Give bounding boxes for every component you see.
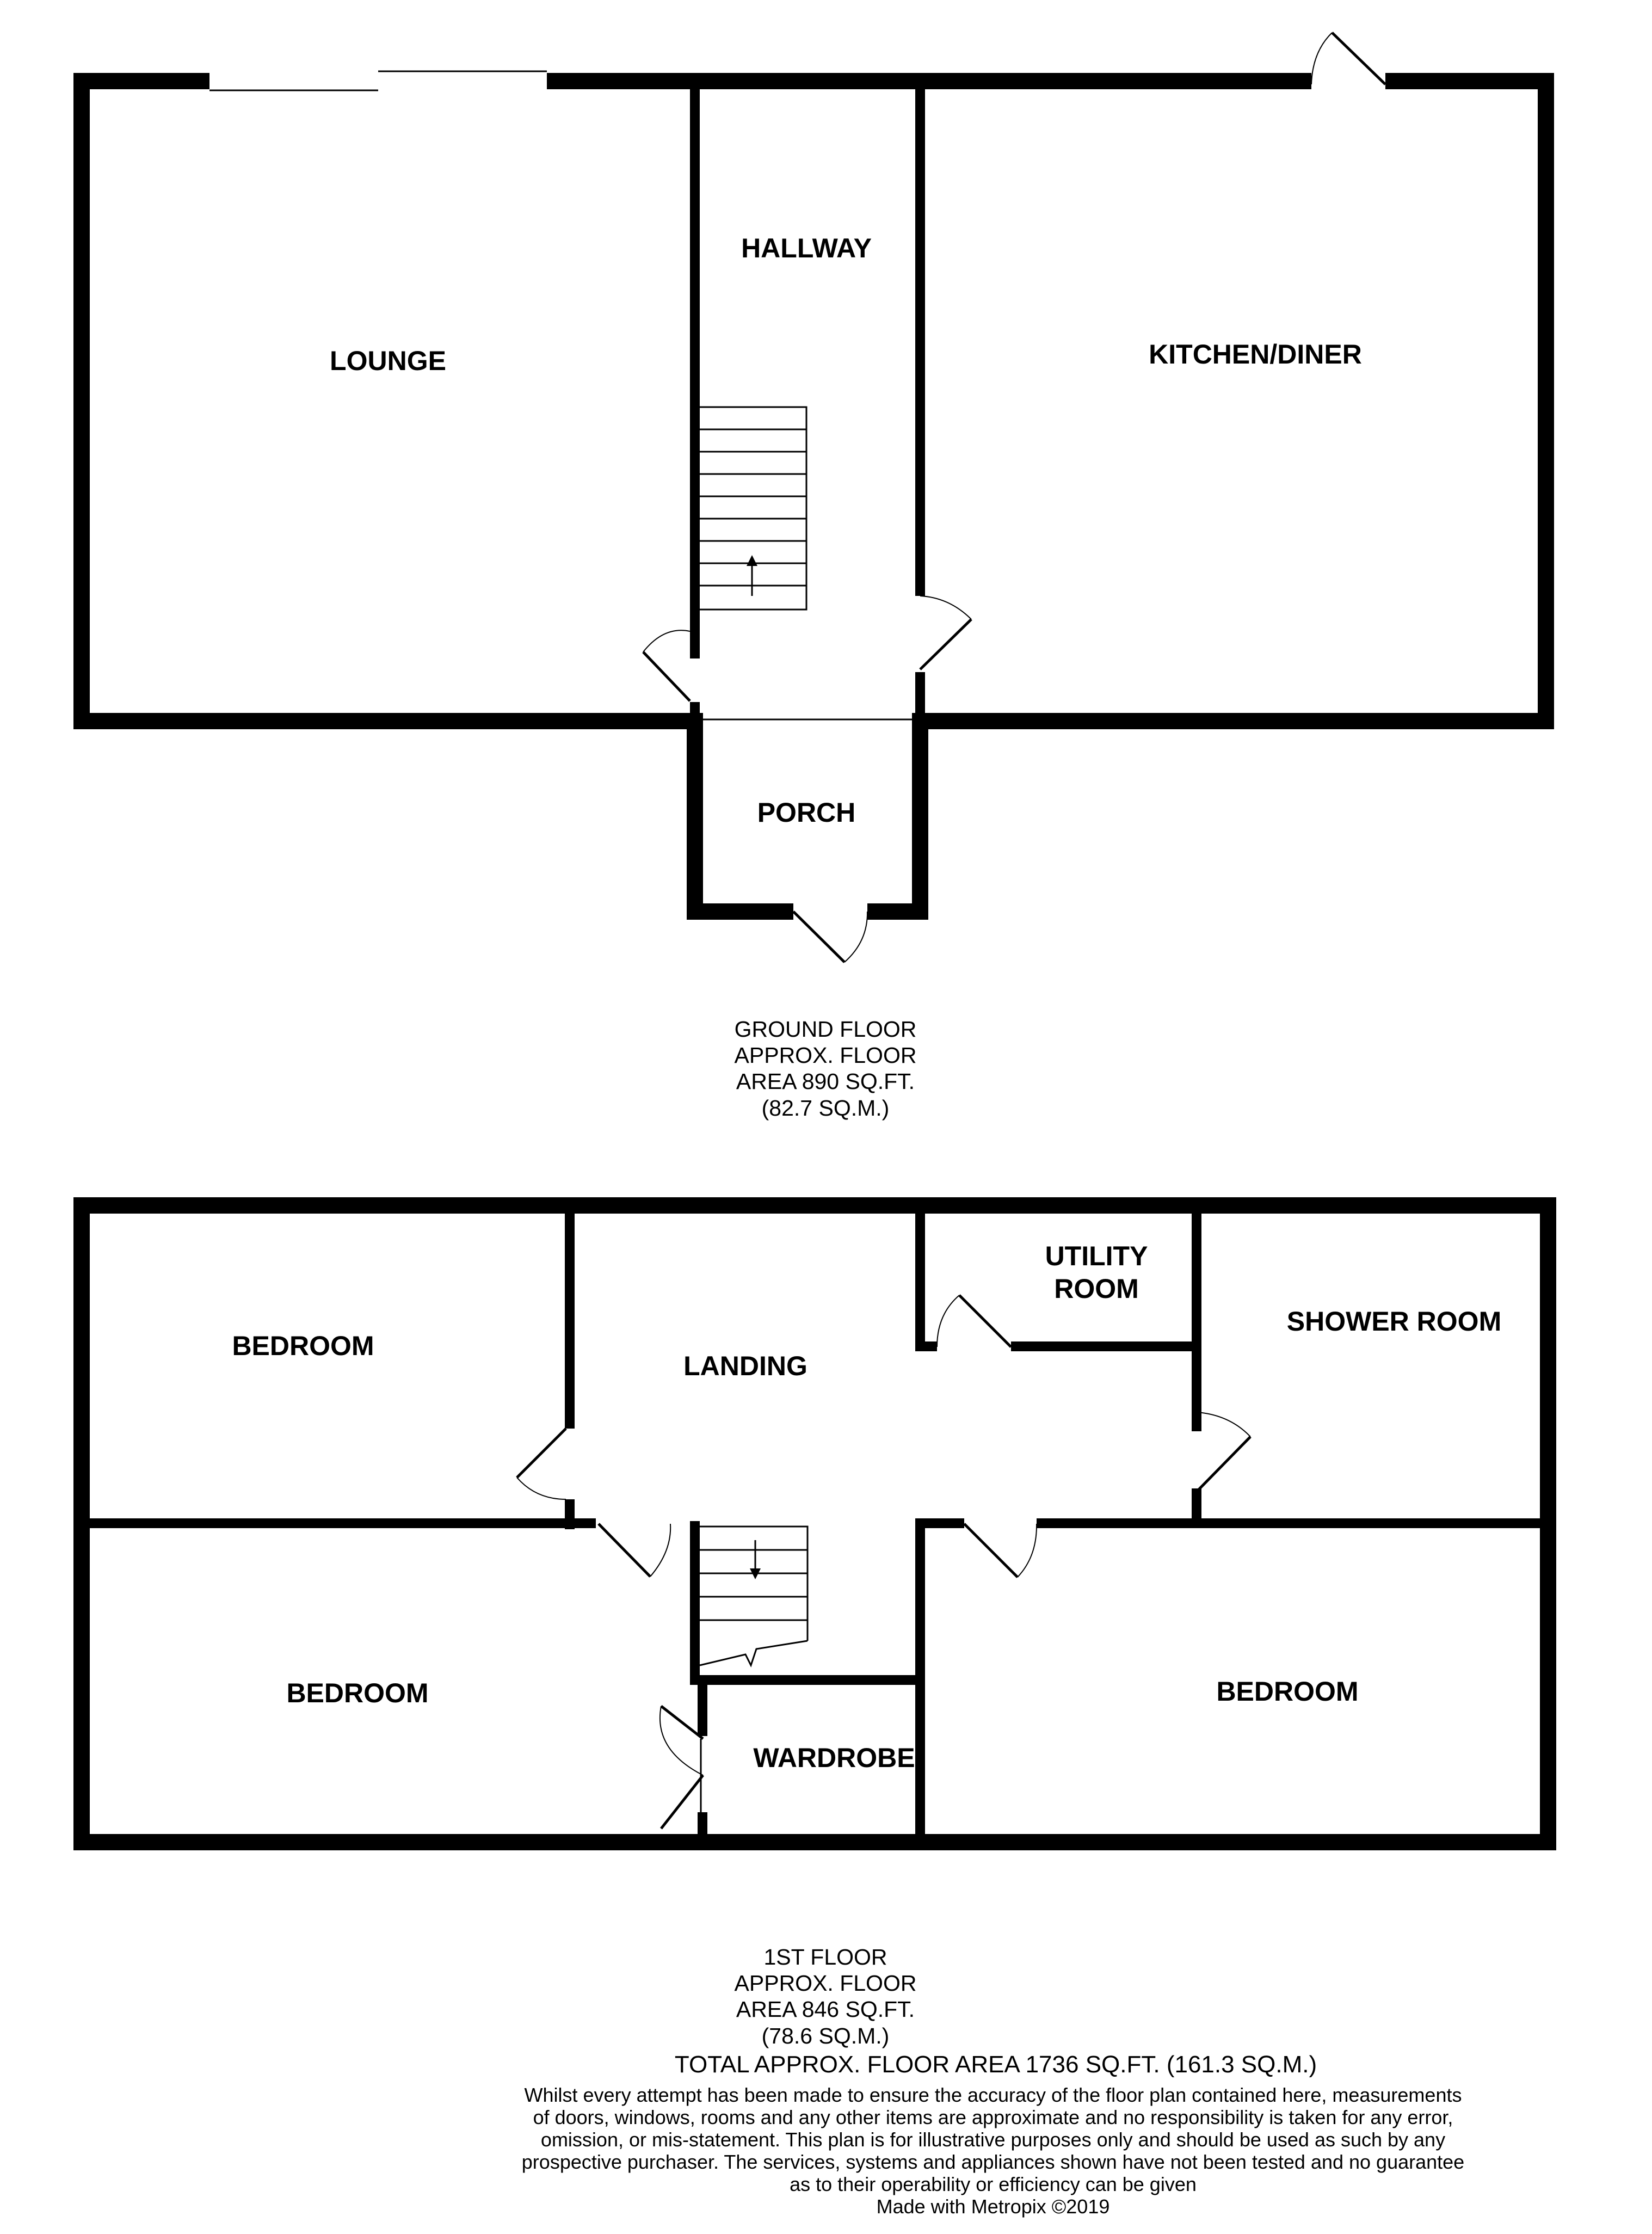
ff-stair-wall-left xyxy=(690,1521,700,1684)
ff-wardrobe-wall-left-lower xyxy=(698,1812,707,1839)
room-label-bedroom-top-left: BEDROOM xyxy=(232,1331,374,1361)
first-floor-area-line-3: AREA 846 SQ.FT. xyxy=(736,1997,915,2022)
hallway-wall-right-upper xyxy=(915,87,925,596)
outer-wall-right xyxy=(1538,73,1554,729)
room-label-hallway: HALLWAY xyxy=(741,233,872,263)
disclaimer-line-2: of doors, windows, rooms and any other items are approximate and no responsibility is taken for any error, xyxy=(533,2106,1453,2128)
ff-outer-wall-top xyxy=(73,1197,1556,1214)
stair-arrow-up-icon xyxy=(747,555,757,566)
lounge-door-leaf xyxy=(643,652,690,701)
room-label-utility-line1: UTILITY xyxy=(1045,1241,1148,1271)
ground-floor-area-line-3: AREA 890 SQ.FT. xyxy=(736,1069,915,1094)
disclaimer-line-3: omission, or mis-statement. This plan is for illustrative purposes only and should be used as such by any xyxy=(540,2128,1446,2151)
room-label-utility-line2: ROOM xyxy=(1054,1273,1139,1304)
ff-bedroom3-door-swing xyxy=(1018,1524,1037,1577)
ff-utility-door-swing xyxy=(937,1295,959,1347)
porch-wall-right xyxy=(912,713,928,920)
ff-utility-wall-left-upper xyxy=(915,1211,925,1347)
porch-wall-bottom-right xyxy=(867,903,928,920)
first-floor-area-info xyxy=(735,1944,917,2048)
ground-floor-plan xyxy=(73,33,1554,962)
ff-shower-wall-left-upper xyxy=(1192,1341,1201,1431)
disclaimer-line-4: prospective purchaser. The services, systems and appliances shown have not been tested and no guarantee xyxy=(521,2151,1465,2173)
ff-utility-wall-left-stub xyxy=(915,1341,937,1351)
ff-bedroom-divider-wall xyxy=(87,1518,596,1528)
porch-wall-bottom-left xyxy=(687,903,793,920)
room-label-bedroom-bottom-right: BEDROOM xyxy=(1216,1676,1359,1707)
first-floor-area-line-1: 1ST FLOOR xyxy=(763,1944,887,1970)
ff-bedroom3-wall-top-left xyxy=(915,1518,964,1528)
ff-wardrobe-door-leaf-lower xyxy=(661,1775,703,1829)
hallway-wall-right-lower xyxy=(915,672,925,718)
room-label-wardrobe: WARDROBE xyxy=(753,1743,915,1773)
ff-bedroom3-wall-top-right xyxy=(1037,1518,1554,1528)
ff-utility-door-leaf xyxy=(959,1295,1011,1347)
ff-bedroom2-door-swing xyxy=(650,1524,670,1577)
room-label-porch: PORCH xyxy=(757,797,856,828)
room-label-shower-room: SHOWER ROOM xyxy=(1286,1306,1502,1337)
metropix-credit: Made with Metropix ©2019 xyxy=(876,2195,1110,2218)
first-floor-area-line-2: APPROX. FLOOR xyxy=(734,1971,917,1996)
ff-bedroom3-door-leaf xyxy=(964,1524,1018,1577)
porch-door-swing xyxy=(845,912,867,962)
outer-wall-bottom-left xyxy=(73,713,699,729)
ground-floor-area-line-2: APPROX. FLOOR xyxy=(734,1043,917,1068)
kitchen-door-swing xyxy=(920,596,971,619)
ground-floor-area-info xyxy=(735,1017,917,1121)
ff-shower-door-swing xyxy=(1197,1412,1250,1437)
ff-bedroom1-wall-right-upper xyxy=(565,1211,575,1429)
total-floor-area: TOTAL APPROX. FLOOR AREA 1736 SQ.FT. (161.3 SQ.M.) xyxy=(674,2051,1317,2078)
room-label-kitchen-diner: KITCHEN/DINER xyxy=(1149,339,1362,370)
outer-wall-bottom-right xyxy=(914,713,1554,729)
first-floor-staircase xyxy=(700,1527,807,1665)
porch-wall-left xyxy=(687,713,703,920)
first-floor-plan xyxy=(73,1197,1556,1850)
ff-bedroom2-door-leaf xyxy=(599,1524,650,1577)
ff-outer-wall-bottom xyxy=(73,1834,1556,1850)
ff-wardrobe-wall-left-upper xyxy=(698,1682,707,1736)
ff-bedroom1-door-swing xyxy=(517,1478,566,1499)
porch-door-leaf xyxy=(793,912,845,962)
ff-bedroom2-corner-wall xyxy=(565,1518,596,1528)
lounge-door-swing xyxy=(643,630,690,652)
ff-wardrobe-door-leaf-upper xyxy=(661,1706,703,1739)
ff-bedroom1-door-leaf xyxy=(517,1429,566,1478)
room-label-lounge: LOUNGE xyxy=(330,346,446,376)
first-floor-area-line-4: (78.6 SQ.M.) xyxy=(761,2023,890,2048)
disclaimer-line-1: Whilst every attempt has been made to ensure the accuracy of the floor plan contained here, measurements xyxy=(524,2084,1462,2106)
room-label-bedroom-bottom-left: BEDROOM xyxy=(286,1678,429,1708)
outer-wall-left xyxy=(73,73,90,729)
ff-stair-wall-right xyxy=(915,1521,925,1842)
ground-floor-area-line-4: (82.7 SQ.M.) xyxy=(761,1096,890,1121)
disclaimer-line-5: as to their operability or efficiency can be given xyxy=(790,2173,1197,2195)
room-label-landing: LANDING xyxy=(683,1351,807,1381)
disclaimer xyxy=(522,2084,1464,2218)
ground-floor-staircase xyxy=(698,407,806,610)
ff-stair-wall-bottom xyxy=(690,1675,925,1685)
ff-shower-door-leaf xyxy=(1197,1437,1250,1491)
ff-utility-wall-bottom xyxy=(1011,1341,1201,1351)
patio-opening xyxy=(209,71,547,91)
ff-utility-wall-right xyxy=(1192,1211,1201,1351)
kitchen-door-leaf xyxy=(920,619,971,669)
ff-wardrobe-door-swing-upper xyxy=(660,1706,703,1775)
ground-floor-area-line-1: GROUND FLOOR xyxy=(734,1017,917,1042)
